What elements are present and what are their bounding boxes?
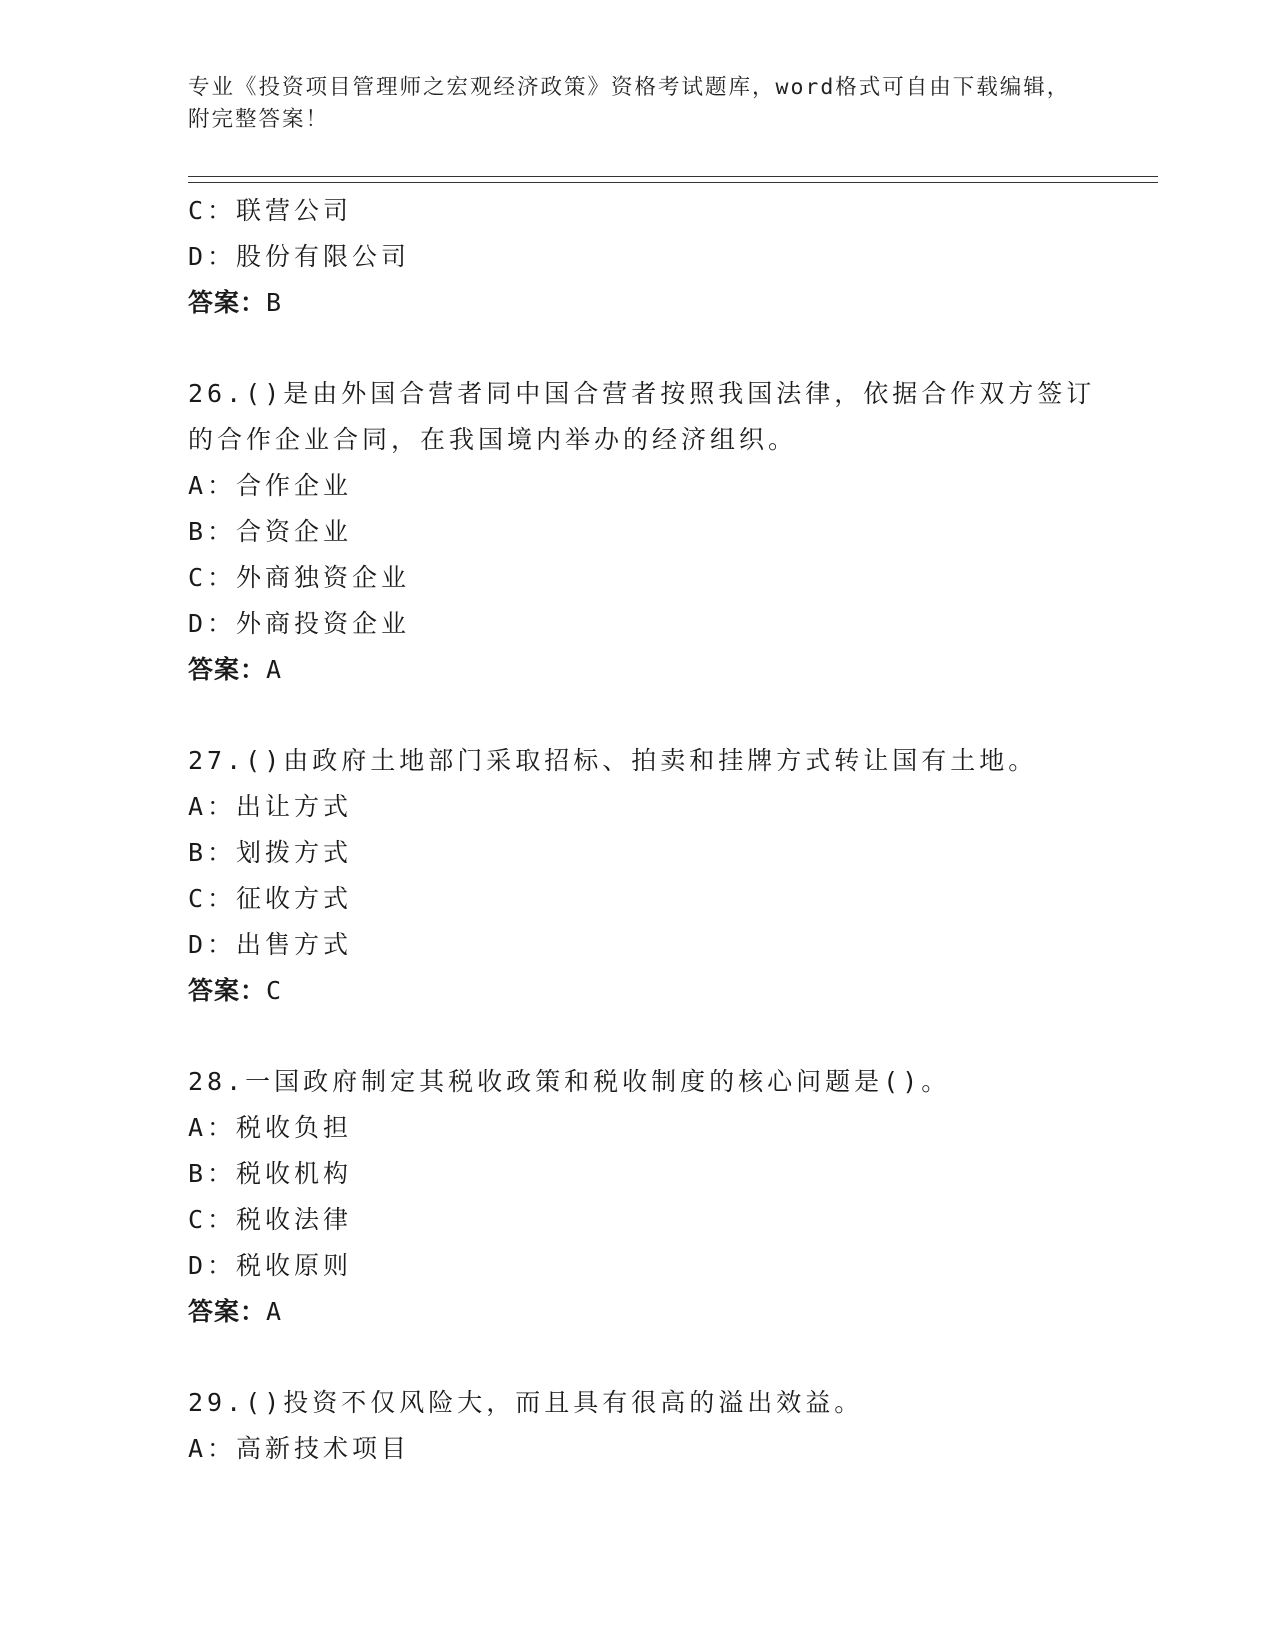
answer-line — [188, 280, 1068, 326]
option-a: A：出让方式 — [188, 792, 353, 821]
question-26 — [188, 371, 1096, 693]
answer-value: C — [266, 976, 286, 1005]
option-c: C：征收方式 — [188, 884, 353, 913]
option-c: C：税收法律 — [188, 1205, 353, 1234]
question-list — [188, 188, 1096, 1472]
answer-label: 答案： — [188, 976, 267, 1005]
answer-line — [188, 1289, 1068, 1335]
answer-value: B — [266, 288, 286, 317]
answer-label: 答案： — [188, 655, 267, 684]
question-28 — [188, 1059, 1068, 1335]
answer-line — [188, 968, 1068, 1014]
option-a: A：税收负担 — [188, 1113, 353, 1142]
option-d: D：出售方式 — [188, 930, 353, 959]
question-27 — [188, 738, 1068, 1014]
answer-label: 答案： — [188, 1297, 267, 1326]
question-stem: 26.()是由外国合营者同中国合营者按照我国法律，依据合作双方签订 — [188, 379, 1096, 408]
answer-value: A — [266, 1297, 286, 1326]
option-d: D：外商投资企业 — [188, 609, 411, 638]
question-stem: 27.()由政府土地部门采取招标、拍卖和挂牌方式转让国有土地。 — [188, 746, 1038, 775]
option-a: A：高新技术项目 — [188, 1434, 411, 1463]
header-text: 专业《投资项目管理师之宏观经济政策》资格考试题库，word格式可自由下载编辑，附完整答案！ — [188, 75, 1071, 132]
question-stem-continued: 的合作企业合同，在我国境内举办的经济组织。 — [188, 425, 798, 454]
option-b: B：划拨方式 — [188, 838, 353, 867]
option-d: D：税收原则 — [188, 1251, 353, 1280]
question-stem: 28.一国政府制定其税收政策和税收制度的核心问题是()。 — [188, 1067, 951, 1096]
option-c: C：联营公司 — [188, 196, 353, 225]
question-stem: 29.()投资不仅风险大，而且具有很高的溢出效益。 — [188, 1388, 864, 1417]
option-b: B：合资企业 — [188, 517, 353, 546]
page-header — [188, 72, 1088, 136]
answer-label: 答案： — [188, 288, 267, 317]
option-b: B：税收机构 — [188, 1159, 353, 1188]
answer-value: A — [266, 655, 286, 684]
option-a: A：合作企业 — [188, 471, 353, 500]
header-divider — [188, 176, 1158, 183]
option-c: C：外商独资企业 — [188, 563, 411, 592]
answer-line — [188, 647, 1068, 693]
question-29 — [188, 1380, 1068, 1472]
option-d: D：股份有限公司 — [188, 242, 411, 271]
